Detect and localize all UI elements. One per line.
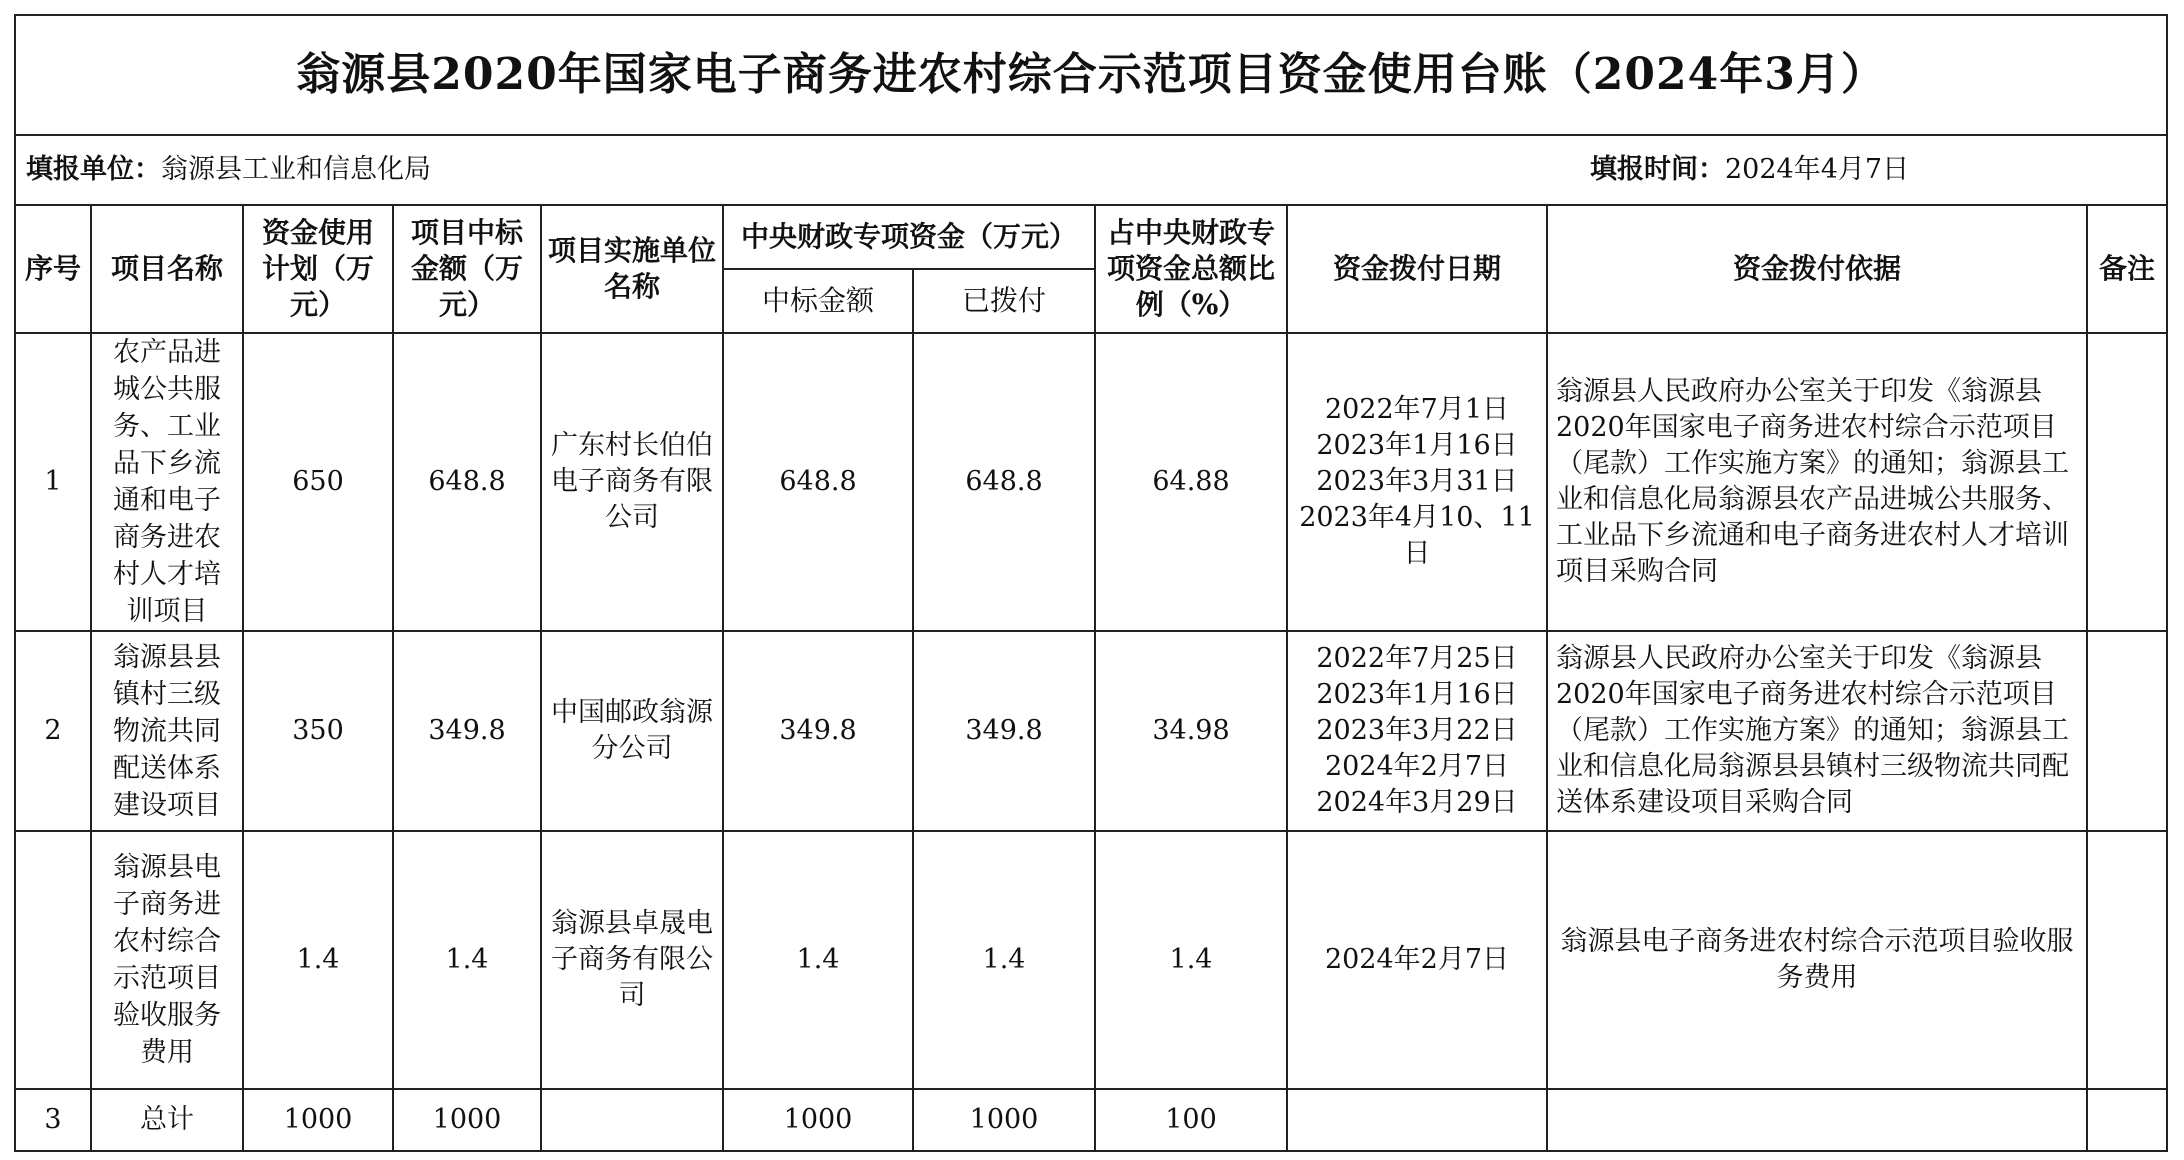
funds-ledger-sheet [14, 14, 2166, 1146]
header-payment-basis: 资金拨付依据 [1547, 205, 2087, 333]
reporting-unit-label: 填报单位： [26, 154, 161, 185]
total-note [2087, 1089, 2167, 1151]
cell-ratio: 1.4 [1095, 831, 1287, 1089]
reporting-unit-value: 翁源县工业和信息化局 [161, 154, 431, 185]
payment-date: 2023年1月16日 [1316, 679, 1518, 710]
cell-central-paid: 349.8 [913, 631, 1095, 831]
cell-note [2087, 333, 2167, 631]
reporting-time-value: 2024年4月7日 [1725, 154, 1910, 185]
total-payment-date [1287, 1089, 1547, 1151]
cell-seq: 1 [15, 333, 91, 631]
header-project-name: 项目名称 [91, 205, 243, 333]
cell-central-bid: 648.8 [723, 333, 913, 631]
cell-project-name: 翁源县县镇村三级物流共同配送体系建设项目 [91, 631, 243, 831]
cell-seq: 2 [15, 631, 91, 831]
table-row [15, 831, 2167, 1089]
header-note: 备注 [2087, 205, 2167, 333]
cell-ratio: 64.88 [1095, 333, 1287, 631]
cell-central-bid: 349.8 [723, 631, 913, 831]
payment-date: 2023年1月16日 [1316, 430, 1518, 461]
cell-bid-amount: 648.8 [393, 333, 541, 631]
table-row [15, 333, 2167, 631]
header-seq: 序号 [15, 205, 91, 333]
header-ratio: 占中央财政专项资金总额比例（%） [1095, 205, 1287, 333]
reporting-unit [26, 152, 431, 188]
payment-date: 2024年2月7日 [1324, 944, 1510, 975]
report-info-row [15, 135, 2167, 205]
header-central-paid: 已拨付 [913, 269, 1095, 333]
total-central-bid: 1000 [723, 1089, 913, 1151]
cell-payment-dates [1287, 631, 1547, 831]
total-bid-amount: 1000 [393, 1089, 541, 1151]
payment-date: 2022年7月1日 [1324, 394, 1510, 425]
funds-ledger-table [14, 14, 2168, 1152]
cell-payment-basis: 翁源县人民政府办公室关于印发《翁源县2020年国家电子商务进农村综合示范项目（尾款）工作实施方案》的通知；翁源县工业和信息化局翁源县农产品进城公共服务、工业品下乡流通和电子商务进农村人才培训项目采购合同 [1547, 333, 2087, 631]
payment-date: 2024年3月29日 [1316, 787, 1518, 818]
reporting-time [1590, 152, 1909, 188]
cell-central-paid: 648.8 [913, 333, 1095, 631]
total-seq: 3 [15, 1089, 91, 1151]
page-title: 翁源县2020年国家电子商务进农村综合示范项目资金使用台账（2024年3月） [15, 15, 2167, 135]
payment-date: 2023年4月10、11日 [1299, 502, 1535, 569]
total-label: 总计 [91, 1089, 243, 1151]
payment-date: 2023年3月31日 [1316, 466, 1518, 497]
cell-payment-dates [1287, 831, 1547, 1089]
cell-central-paid: 1.4 [913, 831, 1095, 1089]
header-plan: 资金使用计划（万元） [243, 205, 393, 333]
total-central-paid: 1000 [913, 1089, 1095, 1151]
cell-payment-dates [1287, 333, 1547, 631]
cell-project-name: 翁源县电子商务进农村综合示范项目验收服务费用 [91, 831, 243, 1089]
cell-note [2087, 631, 2167, 831]
cell-implementing-org: 中国邮政翁源分公司 [541, 631, 723, 831]
cell-central-bid: 1.4 [723, 831, 913, 1089]
table-row [15, 631, 2167, 831]
cell-seq [15, 831, 91, 1089]
cell-bid-amount: 349.8 [393, 631, 541, 831]
header-implementing-org: 项目实施单位名称 [541, 205, 723, 333]
table-header-row [15, 205, 2167, 269]
cell-project-name: 农产品进城公共服务、工业品下乡流通和电子商务进农村人才培训项目 [91, 333, 243, 631]
total-payment-basis [1547, 1089, 2087, 1151]
cell-payment-basis: 翁源县人民政府办公室关于印发《翁源县2020年国家电子商务进农村综合示范项目（尾款）工作实施方案》的通知；翁源县工业和信息化局翁源县县镇村三级物流共同配送体系建设项目采购合同 [1547, 631, 2087, 831]
header-central-funds: 中央财政专项资金（万元） [723, 205, 1095, 269]
cell-payment-basis: 翁源县电子商务进农村综合示范项目验收服务费用 [1547, 831, 2087, 1089]
header-payment-date: 资金拨付日期 [1287, 205, 1547, 333]
cell-ratio: 34.98 [1095, 631, 1287, 831]
payment-date: 2024年2月7日 [1324, 751, 1510, 782]
payment-date: 2022年7月25日 [1316, 643, 1518, 674]
total-implementing-org [541, 1089, 723, 1151]
cell-bid-amount: 1.4 [393, 831, 541, 1089]
header-central-bid: 中标金额 [723, 269, 913, 333]
total-ratio: 100 [1095, 1089, 1287, 1151]
cell-plan: 1.4 [243, 831, 393, 1089]
reporting-time-label: 填报时间： [1590, 154, 1725, 185]
cell-plan: 650 [243, 333, 393, 631]
total-plan: 1000 [243, 1089, 393, 1151]
payment-date: 2023年3月22日 [1316, 715, 1518, 746]
cell-implementing-org: 广东村长伯伯电子商务有限公司 [541, 333, 723, 631]
cell-plan: 350 [243, 631, 393, 831]
cell-implementing-org: 翁源县卓晟电子商务有限公司 [541, 831, 723, 1089]
header-bid-amount: 项目中标金额（万元） [393, 205, 541, 333]
total-row [15, 1089, 2167, 1151]
cell-note [2087, 831, 2167, 1089]
